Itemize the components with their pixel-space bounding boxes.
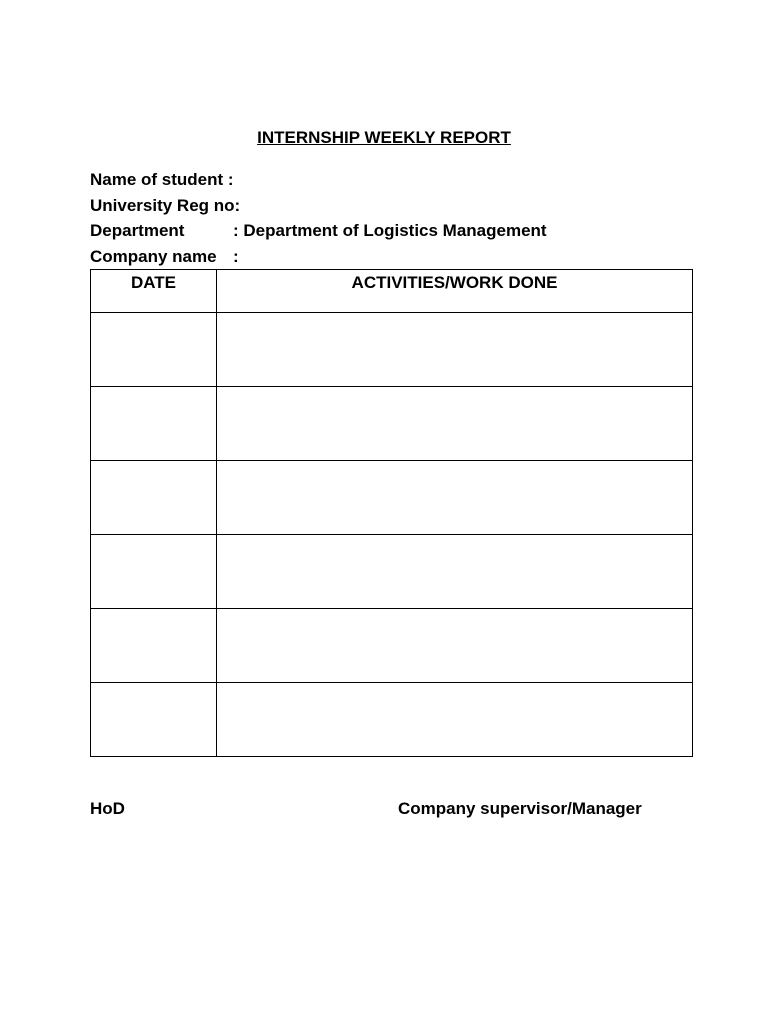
report-title: INTERNSHIP WEEKLY REPORT bbox=[257, 128, 511, 147]
activity-cell bbox=[217, 387, 693, 461]
department-field bbox=[90, 221, 547, 241]
table-row bbox=[91, 461, 693, 535]
company-value: : bbox=[233, 247, 239, 266]
date-column-header: DATE bbox=[91, 270, 217, 313]
activity-cell bbox=[217, 683, 693, 757]
activity-cell bbox=[217, 535, 693, 609]
company-label: Company name bbox=[90, 247, 217, 266]
activities-column-header: ACTIVITIES/WORK DONE bbox=[217, 270, 693, 313]
activity-cell bbox=[217, 609, 693, 683]
activity-cell bbox=[217, 313, 693, 387]
student-name-label: Name of student : bbox=[90, 170, 234, 189]
table-row bbox=[91, 535, 693, 609]
manager-signature-label: Company supervisor/Manager bbox=[398, 799, 642, 818]
department-label: Department bbox=[90, 221, 185, 240]
department-value: : Department of Logistics Management bbox=[233, 221, 547, 240]
activity-cell bbox=[217, 461, 693, 535]
date-cell bbox=[91, 609, 217, 683]
date-cell bbox=[91, 313, 217, 387]
table-header-row bbox=[91, 270, 693, 313]
date-cell bbox=[91, 683, 217, 757]
student-name-field bbox=[90, 170, 234, 190]
date-cell bbox=[91, 461, 217, 535]
reg-no-label: University Reg no: bbox=[90, 196, 241, 215]
activity-table bbox=[90, 269, 693, 757]
company-field bbox=[90, 247, 239, 267]
date-cell bbox=[91, 535, 217, 609]
reg-no-field bbox=[90, 196, 240, 216]
table-row bbox=[91, 313, 693, 387]
table-row bbox=[91, 387, 693, 461]
date-cell bbox=[91, 387, 217, 461]
hod-signature-label: HoD bbox=[90, 799, 125, 818]
table-row bbox=[91, 609, 693, 683]
table-row bbox=[91, 683, 693, 757]
